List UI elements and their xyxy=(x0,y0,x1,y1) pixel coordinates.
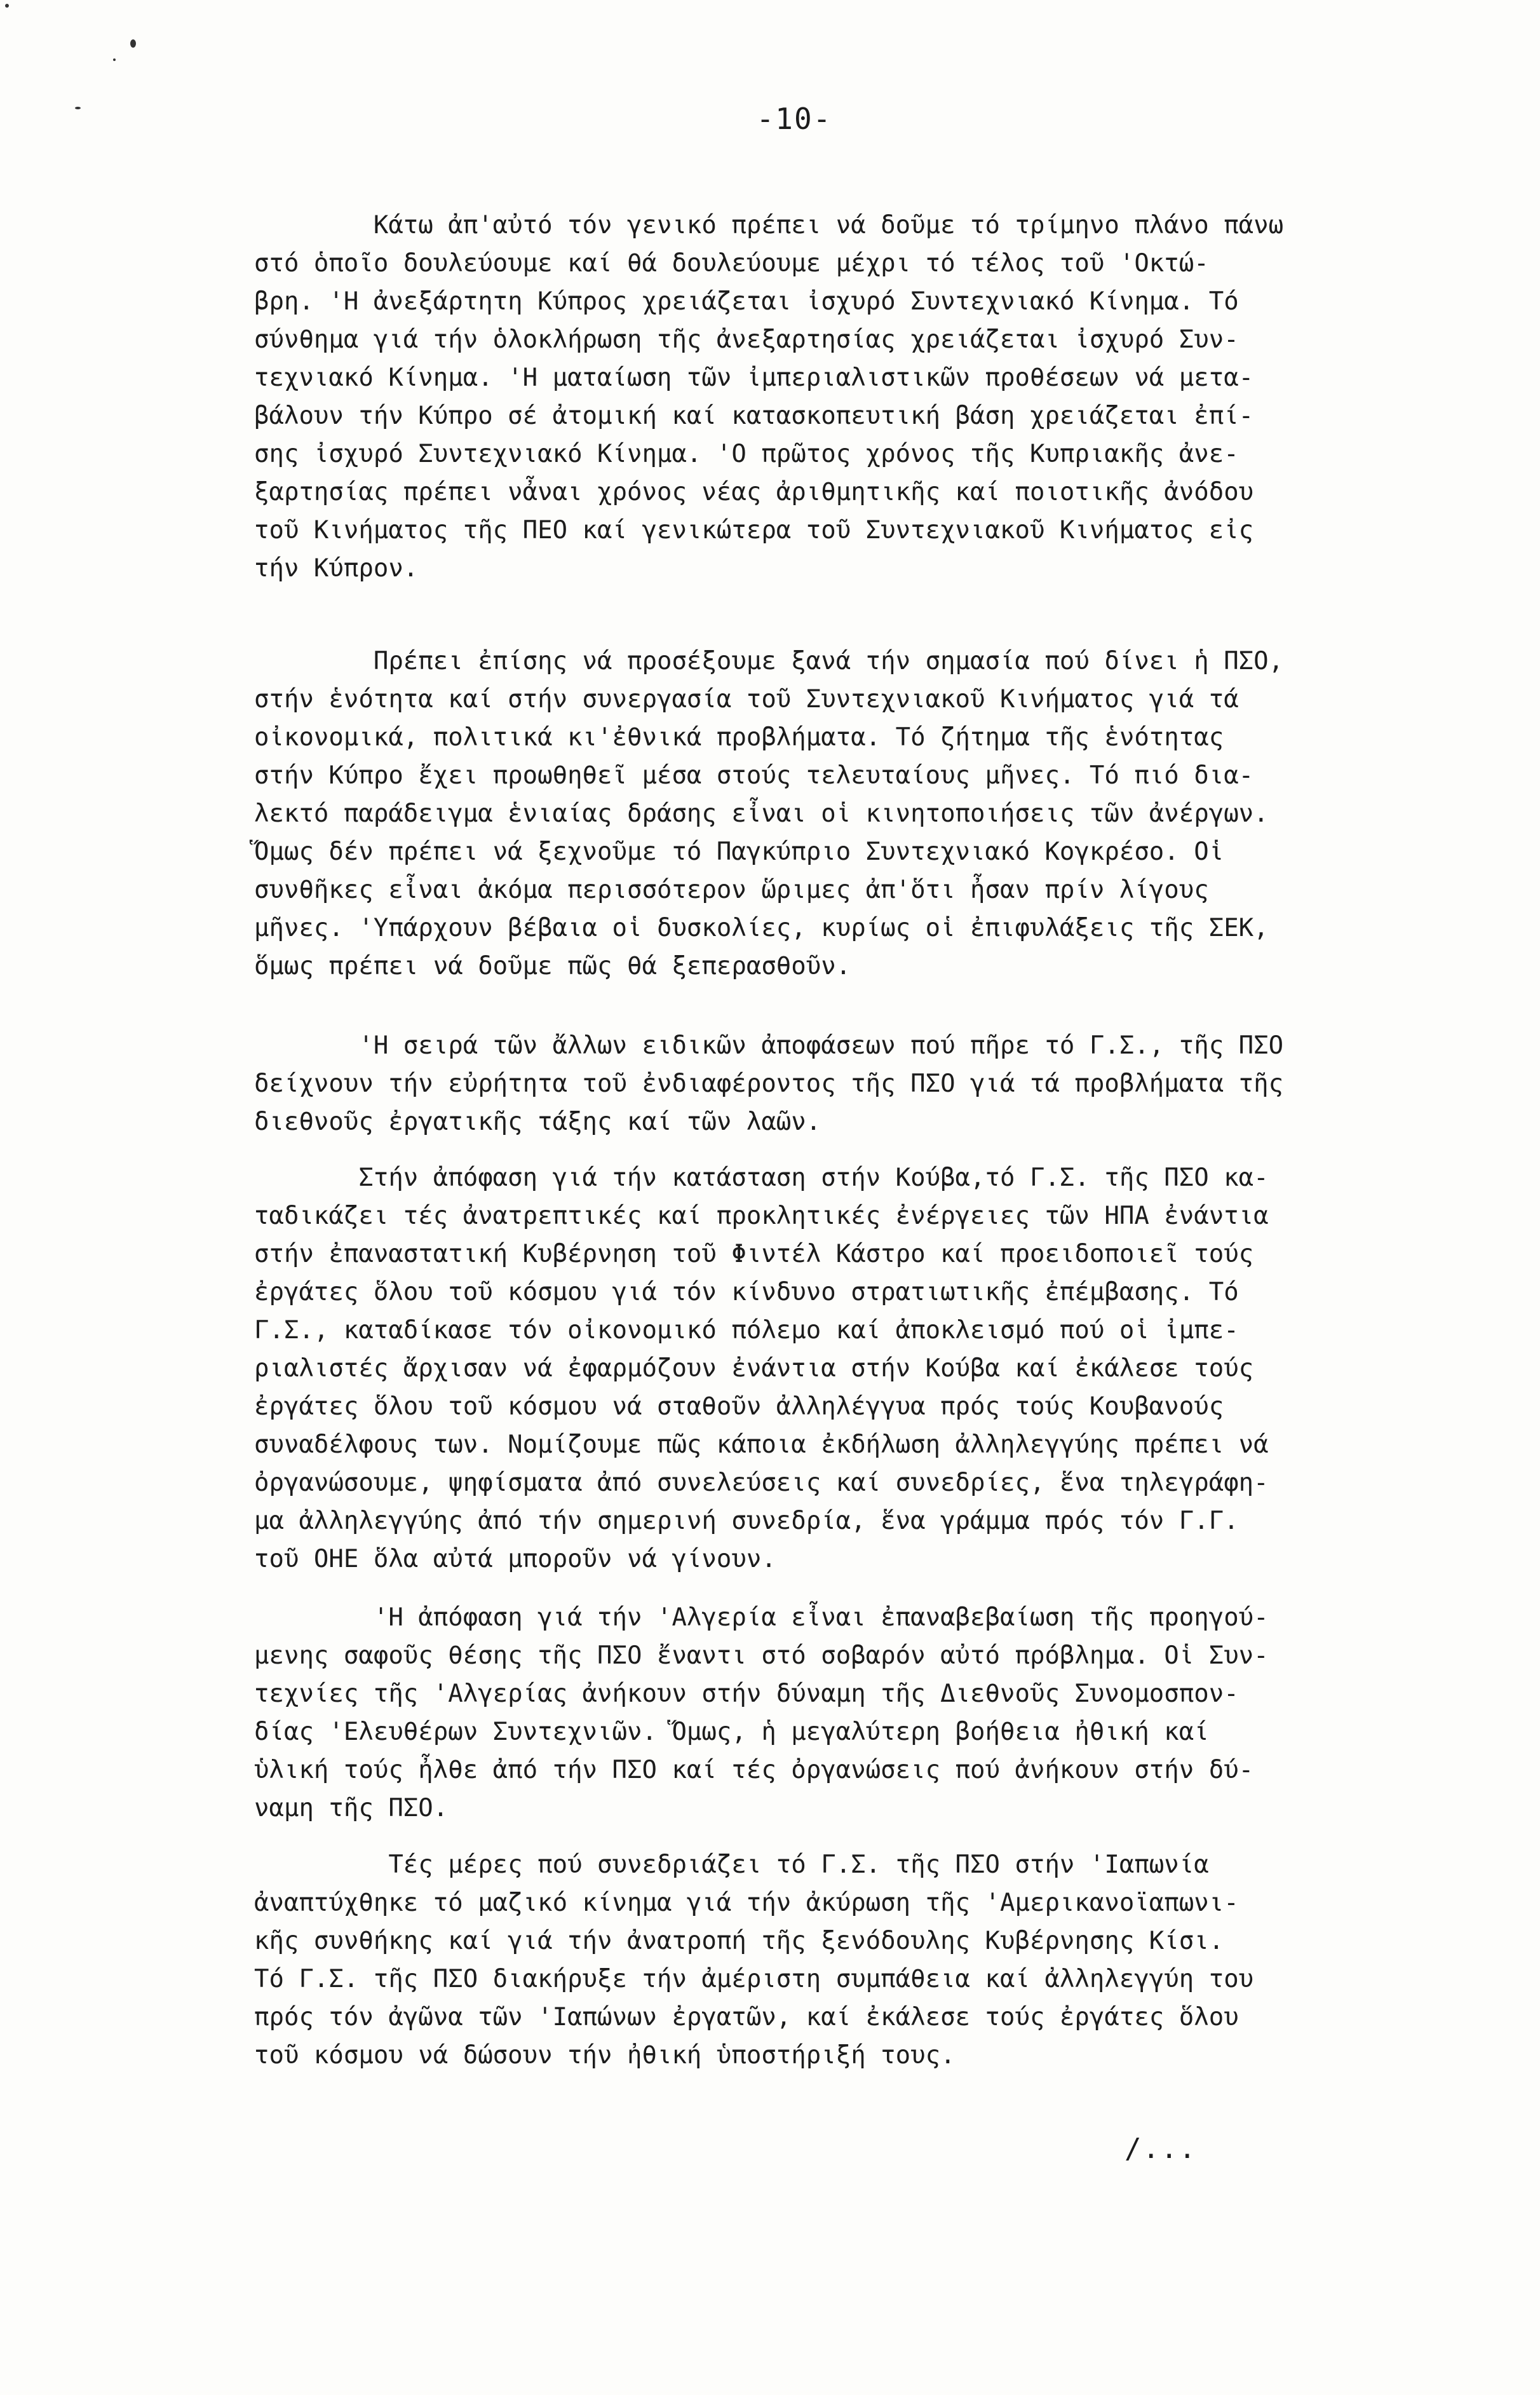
text-line: τήν Κύπρον. xyxy=(254,554,419,583)
text-line: πρός τόν ἀγῶνα τῶν 'Ιαπώνων ἐργατῶν, καί ἐκάλεσε τούς ἐργάτες ὅλου xyxy=(254,2003,1239,2032)
text-line: Ὅμως δέν πρέπει νά ξεχνοῦμε τό Παγκύπριο Συντεχνιακό Κογκρέσο. Οἱ xyxy=(254,838,1224,866)
text-line: συναδέλφους των. Νομίζουμε πῶς κάποια ἐκδήλωση ἀλληλεγγύης πρέπει νά xyxy=(254,1430,1269,1459)
paragraph-2 xyxy=(254,642,1283,986)
text-line: δίας 'Ελευθέρων Συντεχνιῶν. Ὅμως, ἡ μεγαλύτερη βοήθεια ἠθική καί xyxy=(254,1718,1209,1746)
paragraph-3 xyxy=(254,1027,1283,1141)
text-line: ἐργάτες ὅλου τοῦ κόσμου νά σταθοῦν ἀλληλέγγυα πρός τούς Κουβανούς xyxy=(254,1392,1224,1421)
text-line: Στήν ἀπόφαση γιά τήν κατάσταση στήν Κούβα,τό Γ.Σ. τῆς ΠΣΟ κα- xyxy=(254,1164,1269,1192)
text-line: στήν Κύπρο ἔχει προωθηθεῖ μέσα στούς τελευταίους μῆνες. Τό πιό δια- xyxy=(254,761,1254,790)
text-line: συνθῆκες εἶναι ἀκόμα περισσότερον ὥριμες ἀπ'ὅτι ἦσαν πρίν λίγους xyxy=(254,876,1209,904)
text-line: Πρέπει ἐπίσης νά προσέξουμε ξανά τήν σημασία πού δίνει ἡ ΠΣΟ, xyxy=(254,647,1284,675)
text-line: σης ἰσχυρό Συντεχνιακό Κίνημα. 'Ο πρῶτος χρόνος τῆς Κυπριακῆς ἀνε- xyxy=(254,440,1239,468)
text-line: ξαρτησίας πρέπει νἆναι χρόνος νέας ἀριθμητικῆς καί ποιοτικῆς ἀνόδου xyxy=(254,478,1254,506)
text-line: βρη. 'Η ἀνεξάρτητη Κύπρος χρειάζεται ἰσχυρό Συντεχνιακό Κίνημα. Τό xyxy=(254,287,1239,316)
text-line: ταδικάζει τές ἀνατρεπτικές καί προκλητικές ἐνέργειες τῶν ΗΠΑ ἐνάντια xyxy=(254,1202,1269,1230)
scan-speck xyxy=(130,39,136,48)
text-line: δείχνουν τήν εὐρήτητα τοῦ ἐνδιαφέροντος τῆς ΠΣΟ γιά τά προβλήματα τῆς xyxy=(254,1069,1284,1098)
text-line: Τό Γ.Σ. τῆς ΠΣΟ διακήρυξε τήν ἀμέριστη συμπάθεια καί ἀλληλεγγύη του xyxy=(254,1965,1254,1993)
text-line: τοῦ ΟΗΕ ὅλα αὐτά μποροῦν νά γίνουν. xyxy=(254,1545,776,1573)
text-line: 'Η σειρά τῶν ἄλλων ειδικῶν ἀποφάσεων πού πῆρε τό Γ.Σ., τῆς ΠΣΟ xyxy=(254,1031,1284,1060)
text-line: στήν ἐπαναστατική Κυβέρνηση τοῦ Φιντέλ Κάστρο καί προειδοποιεῖ τούς xyxy=(254,1240,1254,1268)
text-line: ἐργάτες ὅλου τοῦ κόσμου γιά τόν κίνδυνο στρατιωτικῆς ἐπέμβασης. Τό xyxy=(254,1278,1239,1306)
text-line: 'Η ἀπόφαση γιά τήν 'Αλγερία εἶναι ἐπαναβεβαίωση τῆς προηγού- xyxy=(254,1603,1269,1632)
paragraph-5 xyxy=(254,1599,1269,1828)
text-line: στό ὁποῖο δουλεύουμε καί θά δουλεύουμε μέχρι τό τέλος τοῦ 'Οκτώ- xyxy=(254,249,1209,278)
text-line: ἀναπτύχθηκε τό μαζικό κίνημα γιά τήν ἀκύρωση τῆς 'Αμερικανοϊαπωνι- xyxy=(254,1889,1239,1917)
paragraph-6 xyxy=(254,1846,1253,2075)
text-line: οἰκονομικά, πολιτικά κι'ἐθνικά προβλήματα. Τό ζήτημα τῆς ἑνότητας xyxy=(254,723,1224,752)
text-line: μῆνες. 'Υπάρχουν βέβαια οἱ δυσκολίες, κυρίως οἱ ἐπιφυλάξεις τῆς ΣΕΚ, xyxy=(254,914,1269,942)
scan-speck xyxy=(113,58,116,61)
scan-speck xyxy=(5,4,9,8)
text-line: τοῦ κόσμου νά δώσουν τήν ἠθική ὑποστήριξή τους. xyxy=(254,2041,956,2070)
continuation-mark: /... xyxy=(1125,2133,1197,2165)
text-line: στήν ἑνότητα καί στήν συνεργασία τοῦ Συντεχνιακοῦ Κινήματος γιά τά xyxy=(254,685,1239,714)
text-line: Κάτω ἀπ'αὐτό τόν γενικό πρέπει νά δοῦμε τό τρίμηνο πλάνο πάνω xyxy=(254,211,1284,240)
text-line: σύνθημα γιά τήν ὁλοκλήρωση τῆς ἀνεξαρτησίας χρειάζεται ἰσχυρό Συν- xyxy=(254,325,1239,354)
text-line: ὀργανώσουμε, ψηφίσματα ἀπό συνελεύσεις καί συνεδρίες, ἕνα τηλεγράφη- xyxy=(254,1469,1269,1497)
text-line: Τές μέρες πού συνεδριάζει τό Γ.Σ. τῆς ΠΣΟ στήν 'Ιαπωνία xyxy=(254,1850,1209,1879)
text-line: τεχνίες τῆς 'Αλγερίας ἀνήκουν στήν δύναμη τῆς Διεθνοῦς Συνομοσπον- xyxy=(254,1679,1239,1708)
text-line: κῆς συνθήκης καί γιά τήν ἀνατροπή τῆς ξενόδουλης Κυβέρνησης Κίσι. xyxy=(254,1927,1224,1955)
scan-speck xyxy=(75,107,81,109)
text-line: ριαλιστές ἄρχισαν νά ἐφαρμόζουν ἐνάντια στήν Κούβα καί ἐκάλεσε τούς xyxy=(254,1354,1254,1383)
text-line: Γ.Σ., καταδίκασε τόν οἰκονομικό πόλεμο καί ἀποκλεισμό πού οἱ ἰμπε- xyxy=(254,1316,1239,1345)
text-line: ναμη τῆς ΠΣΟ. xyxy=(254,1794,449,1822)
text-line: τοῦ Κινήματος τῆς ΠΕΟ καί γενικώτερα τοῦ Συντεχνιακοῦ Κινήματος εἰς xyxy=(254,516,1254,545)
text-line: βάλουν τήν Κύπρο σέ ἀτομική καί κατασκοπευτική βάση χρειάζεται ἐπί- xyxy=(254,402,1254,430)
page-number: -10- xyxy=(756,102,832,136)
text-line: τεχνιακό Κίνημα. 'Η ματαίωση τῶν ἰμπεριαλιστικῶν προθέσεων νά μετα- xyxy=(254,363,1254,392)
text-line: μα ἀλληλεγγύης ἀπό τήν σημερινή συνεδρία, ἕνα γράμμα πρός τόν Γ.Γ. xyxy=(254,1507,1239,1535)
paragraph-1 xyxy=(254,207,1283,588)
paragraph-4 xyxy=(254,1159,1269,1578)
text-line: λεκτό παράδειγμα ἑνιαίας δράσης εἶναι οἱ κινητοποιήσεις τῶν ἀνέργων. xyxy=(254,799,1269,828)
text-line: μενης σαφοῦς θέσης τῆς ΠΣΟ ἔναντι στό σοβαρόν αὐτό πρόβλημα. Οἱ Συν- xyxy=(254,1641,1269,1670)
text-line: ὑλική τούς ἦλθε ἀπό τήν ΠΣΟ καί τές ὀργανώσεις πού ἀνήκουν στήν δύ- xyxy=(254,1756,1254,1784)
text-line: ὅμως πρέπει νά δοῦμε πῶς θά ξεπερασθοῦν. xyxy=(254,952,851,980)
text-line: διεθνοῦς ἐργατικῆς τάξης καί τῶν λαῶν. xyxy=(254,1108,821,1136)
